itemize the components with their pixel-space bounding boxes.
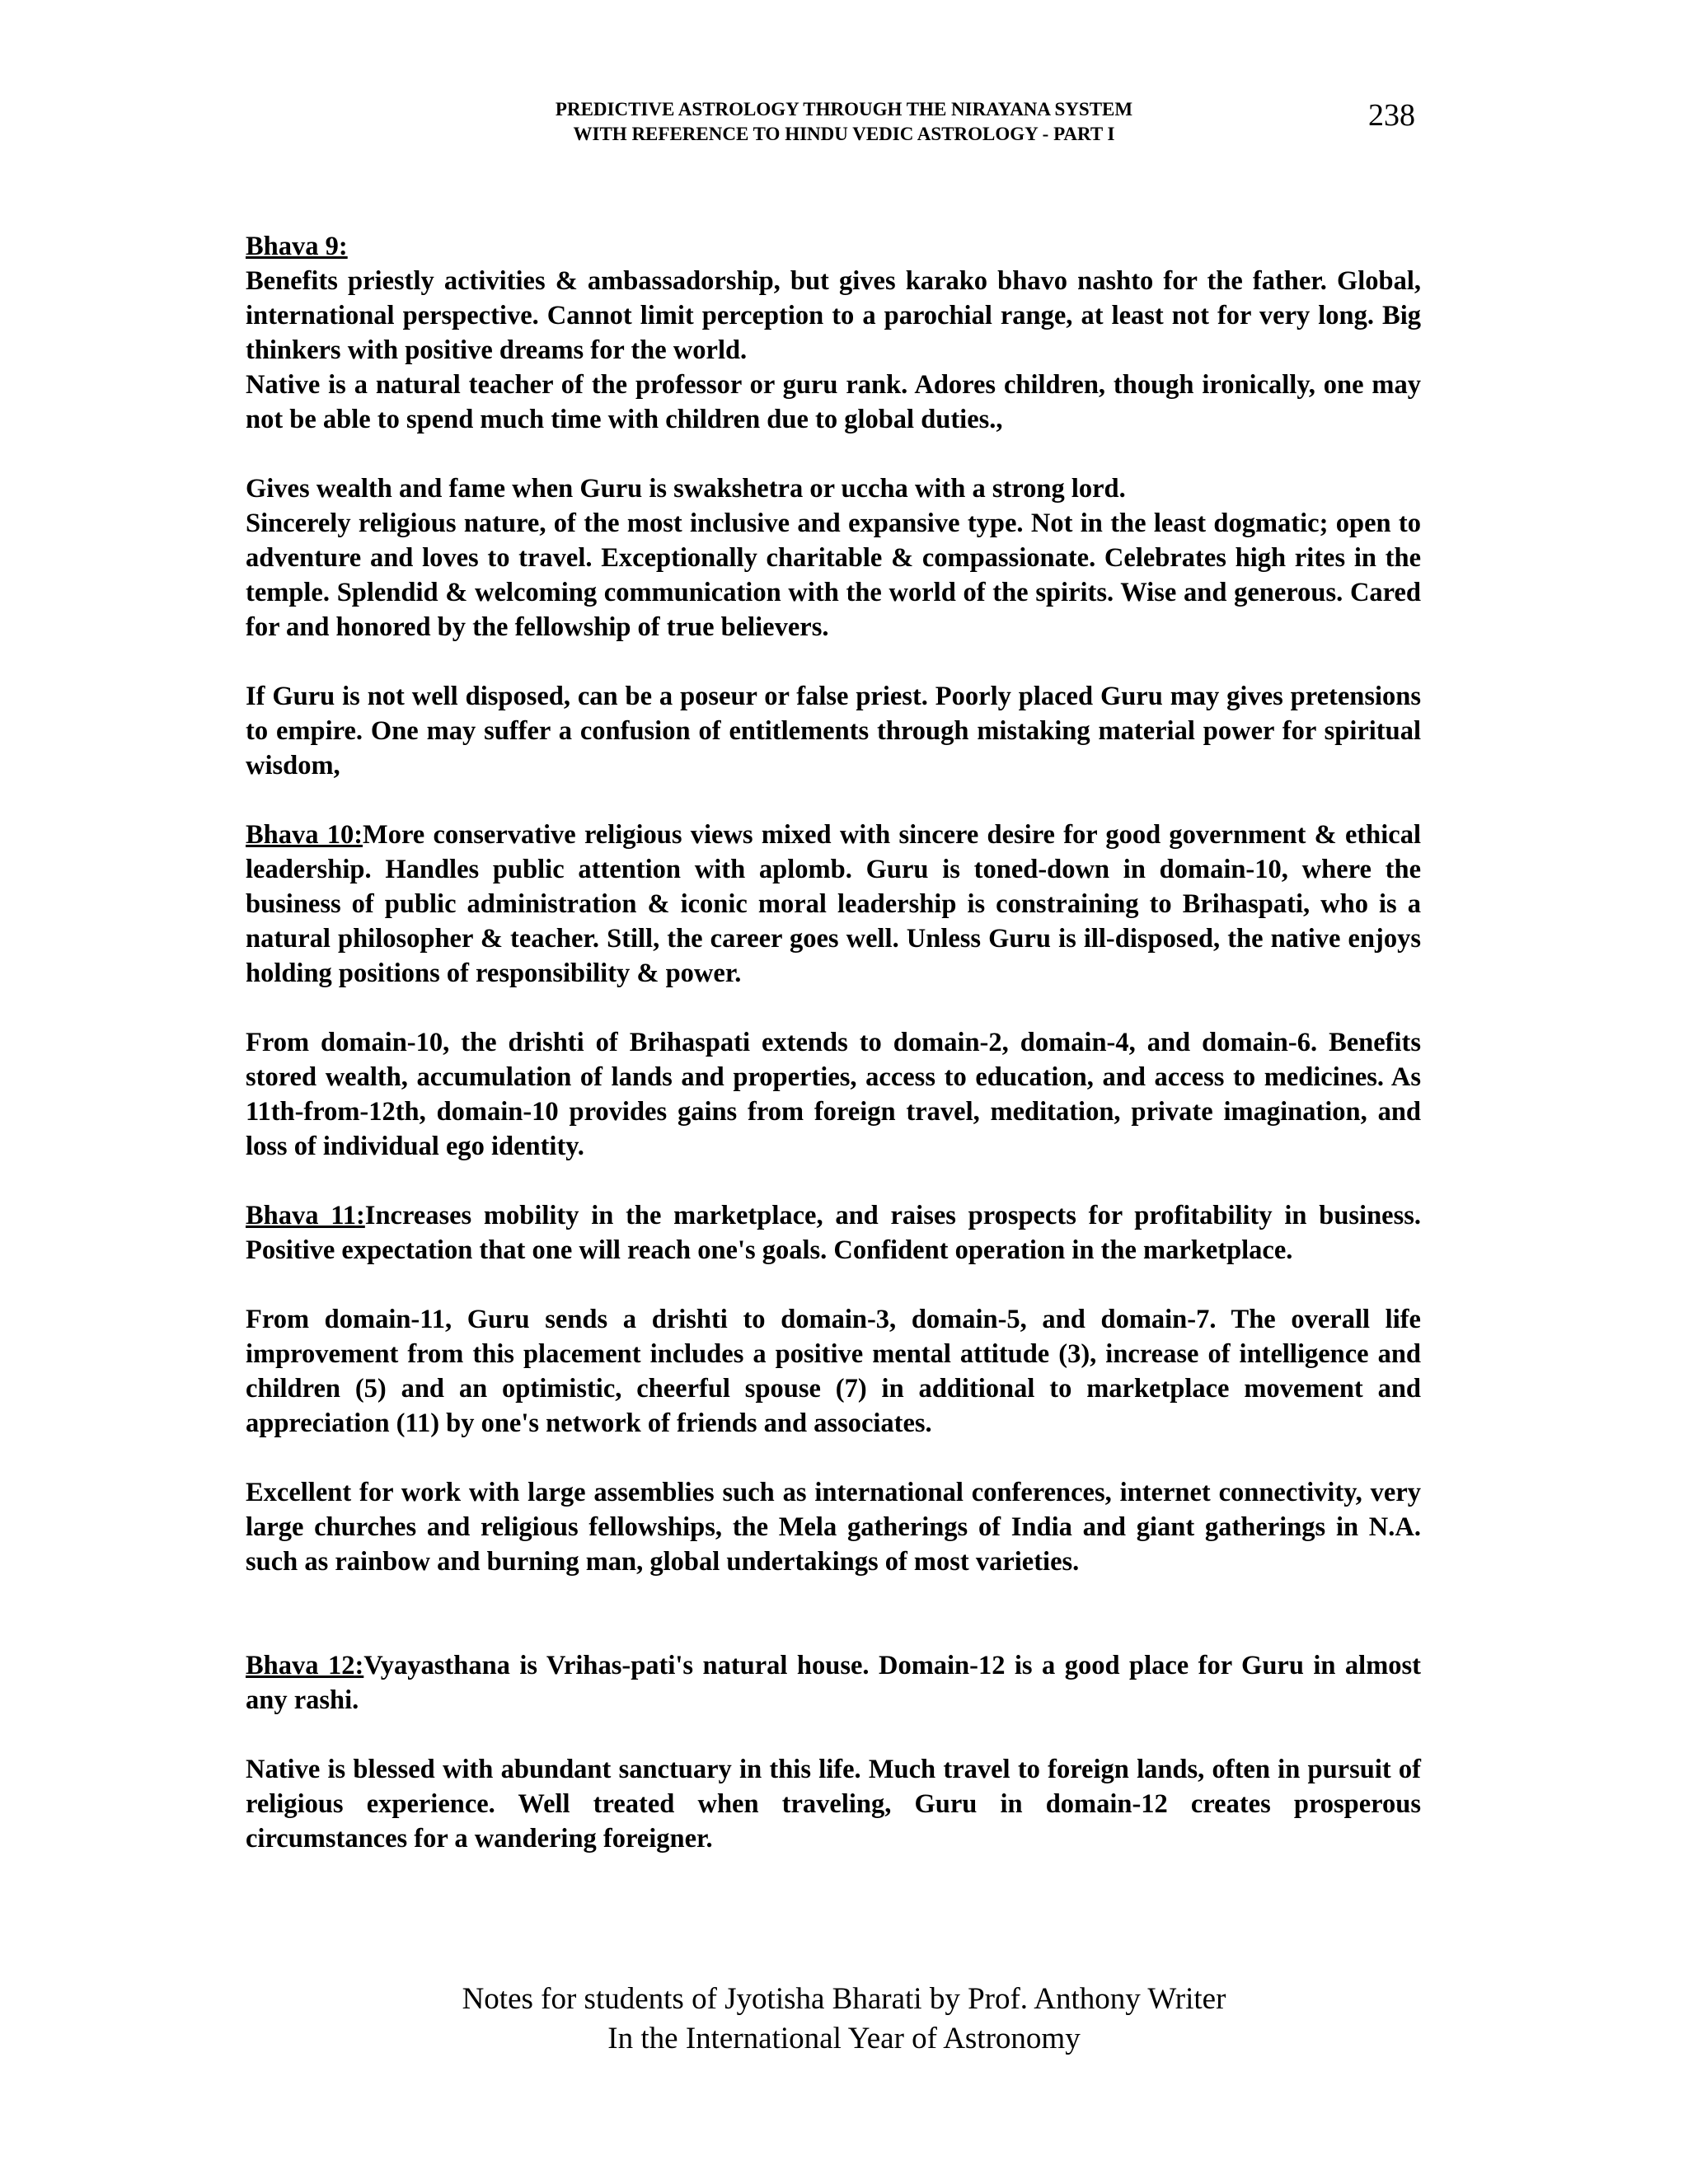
bhava-12-paragraph-1 [246, 1648, 1421, 1718]
footer-line-2: In the International Year of Astronomy [607, 2022, 1081, 2055]
bhava-11-paragraph-1 [246, 1198, 1421, 1268]
bhava-10-paragraph-2: From domain-10, the drishti of Brihaspati extends to domain-2, domain-4, and domain-6. Benefits stored wealth, accumulation of lands and properties, access to education, and access to medicines. As 11th-from-12th, domain-10 provides gains from foreign travel, meditation, private imagination, and loss of individual ego identity. [246, 1028, 1421, 1161]
bhava-9-paragraph-3: Gives wealth and fame when Guru is swakshetra or uccha with a strong lord. [246, 474, 1126, 504]
bhava-11-text-1: Increases mobility in the marketplace, and raises prospects for profitability in business. Positive expectation that one will reach one's goals. Confident operation in the marketplace. [246, 1201, 1421, 1265]
footer-line-1: Notes for students of Jyotisha Bharati by Prof. Anthony Writer [462, 1982, 1226, 2016]
page-number: 238 [1368, 98, 1415, 133]
bhava-11-heading: Bhava 11: [246, 1201, 365, 1230]
bhava-9-paragraph-5: If Guru is not well disposed, can be a poseur or false priest. Poorly placed Guru may gives pretensions to empire. One may suffer a confusion of entitlements through mistaking material power for spiritual wisdom, [246, 682, 1421, 780]
bhava-11-paragraph-2: From domain-11, Guru sends a drishti to domain-3, domain-5, and domain-7. The overall life improvement from this placement includes a positive mental attitude (3), increase of intelligence and children (5) and an optimistic, cheerful spouse (7) in additional to marketplace movement and appreciation (11) by one's network of friends and associates. [246, 1305, 1421, 1438]
bhava-12-heading: Bhava 12: [246, 1651, 364, 1680]
page-footer [0, 1980, 1688, 2059]
bhava-10-text-1: More conservative religious views mixed with sincere desire for good government & ethical leadership. Handles public attention with aplomb. Guru is toned-down in domain-10, where the business of public administration & iconic moral leadership is constraining to Brihaspati, who is a natural philosopher & teacher. Still, the career goes well. Unless Guru is ill-disposed, the native enjoys holding positions of responsibility & power. [246, 820, 1421, 988]
bhava-11-paragraph-3: Excellent for work with large assemblies such as international conferences, internet connectivity, very large churches and religious fellowships, the Mela gatherings of India and giant gatherings in N.A. such as rainbow and burning man, global undertakings of most varieties. [246, 1478, 1421, 1577]
header-title-line-1: PREDICTIVE ASTROLOGY THROUGH THE NIRAYANA SYSTEM [555, 99, 1133, 120]
header-title-line-2: WITH REFERENCE TO HINDU VEDIC ASTROLOGY - PART I [573, 124, 1115, 144]
bhava-12-text-1: Vyayasthana is Vrihas-pati's natural house. Domain-12 is a good place for Guru in almost any rashi. [246, 1651, 1422, 1715]
document-body [246, 229, 1421, 1856]
bhava-9-paragraph-4: Sincerely religious nature, of the most inclusive and expansive type. Not in the least dogmatic; open to adventure and loves to travel. Exceptionally charitable & compassionate. Celebrates high rites in the temple. Splendid & welcoming communication with the world of the spirits. Wise and generous. Cared for and honored by the fellowship of true believers. [246, 509, 1421, 642]
bhava-9-paragraph-2: Native is a natural teacher of the professor or guru rank. Adores children, though ironically, one may not be able to spend much time with children due to global duties., [246, 370, 1421, 434]
bhava-12-paragraph-2: Native is blessed with abundant sanctuary in this life. Much travel to foreign lands, often in pursuit of religious experience. Well treated when traveling, Guru in domain-12 creates prosperous circumstances for a wandering foreigner. [246, 1755, 1421, 1854]
bhava-9-heading: Bhava 9: [246, 232, 348, 261]
page-header [0, 97, 1688, 147]
bhava-9-paragraph-1: Benefits priestly activities & ambassadorship, but gives karako bhavo nashto for the father. Global, international perspective. Cannot limit perception to a parochial range, at least not for very long. Big thinkers with positive dreams for the world. [246, 266, 1421, 365]
bhava-10-paragraph-1 [246, 818, 1421, 991]
bhava-10-heading: Bhava 10: [246, 820, 363, 850]
